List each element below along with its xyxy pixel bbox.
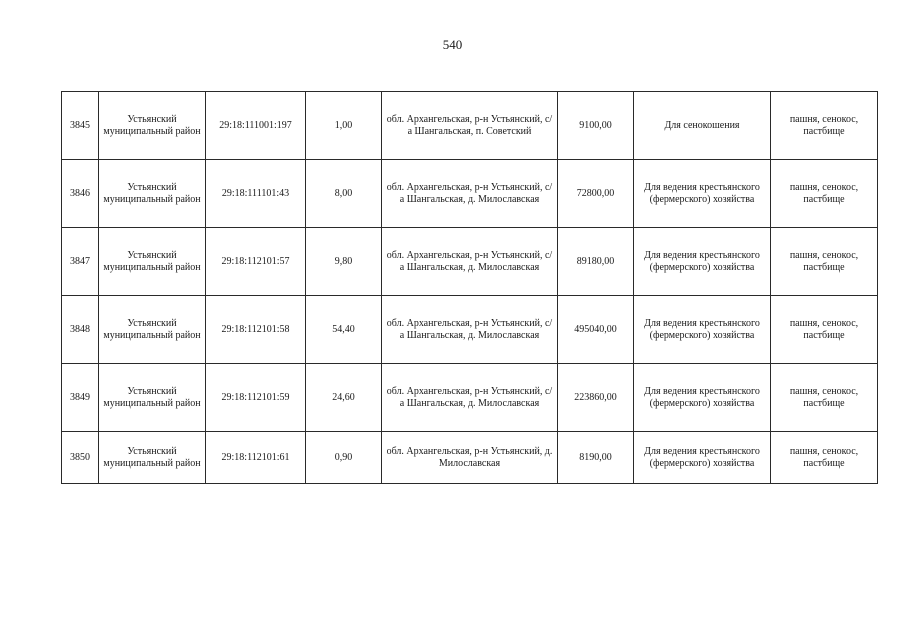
purpose-cell: Для ведения крестьянского (фермерского) хозяйства [634,296,771,364]
row-number: 3849 [62,364,99,432]
land-type-cell: пашня, сенокос, пастбище [771,92,878,160]
value-cell: 223860,00 [558,364,634,432]
area-cell: 1,00 [306,92,382,160]
district-cell: Устьянский муниципальный район [99,228,206,296]
cadastral-number-cell: 29:18:112101:61 [206,432,306,484]
value-cell: 9100,00 [558,92,634,160]
table-row [62,92,878,160]
row-number: 3848 [62,296,99,364]
cadastral-number-cell: 29:18:111001:197 [206,92,306,160]
cadastral-number-cell: 29:18:112101:59 [206,364,306,432]
address-cell: обл. Архангельская, р-н Устьянский, с/а Шангальская, д. Милославская [382,364,558,432]
land-type-cell: пашня, сенокос, пастбище [771,160,878,228]
area-cell: 0,90 [306,432,382,484]
address-cell: обл. Архангельская, р-н Устьянский, с/а Шангальская, д. Милославская [382,160,558,228]
row-number: 3850 [62,432,99,484]
area-cell: 8,00 [306,160,382,228]
value-cell: 89180,00 [558,228,634,296]
land-type-cell: пашня, сенокос, пастбище [771,364,878,432]
table-row [62,228,878,296]
purpose-cell: Для ведения крестьянского (фермерского) хозяйства [634,160,771,228]
land-type-cell: пашня, сенокос, пастбище [771,296,878,364]
row-number: 3847 [62,228,99,296]
value-cell: 72800,00 [558,160,634,228]
land-type-cell: пашня, сенокос, пастбище [771,432,878,484]
district-cell: Устьянский муниципальный район [99,160,206,228]
area-cell: 54,40 [306,296,382,364]
row-number: 3845 [62,92,99,160]
page-number: 540 [442,37,463,52]
row-number: 3846 [62,160,99,228]
purpose-cell: Для ведения крестьянского (фермерского) хозяйства [634,432,771,484]
address-cell: обл. Архангельская, р-н Устьянский, с/а Шангальская, п. Советский [382,92,558,160]
table-row [62,160,878,228]
purpose-cell: Для сенокошения [634,92,771,160]
value-cell: 495040,00 [558,296,634,364]
land-plots-table [61,91,878,484]
land-type-cell: пашня, сенокос, пастбище [771,228,878,296]
district-cell: Устьянский муниципальный район [99,92,206,160]
table-row [62,296,878,364]
area-cell: 9,80 [306,228,382,296]
area-cell: 24,60 [306,364,382,432]
purpose-cell: Для ведения крестьянского (фермерского) хозяйства [634,228,771,296]
value-cell: 8190,00 [558,432,634,484]
address-cell: обл. Архангельская, р-н Устьянский, с/а Шангальская, д. Милославская [382,228,558,296]
address-cell: обл. Архангельская, р-н Устьянский, с/а Шангальская, д. Милославская [382,296,558,364]
cadastral-number-cell: 29:18:111101:43 [206,160,306,228]
district-cell: Устьянский муниципальный район [99,364,206,432]
purpose-cell: Для ведения крестьянского (фермерского) хозяйства [634,364,771,432]
district-cell: Устьянский муниципальный район [99,296,206,364]
district-cell: Устьянский муниципальный район [99,432,206,484]
table-row [62,364,878,432]
address-cell: обл. Архангельская, р-н Устьянский, д. Милославская [382,432,558,484]
table-row [62,432,878,484]
cadastral-number-cell: 29:18:112101:57 [206,228,306,296]
cadastral-number-cell: 29:18:112101:58 [206,296,306,364]
